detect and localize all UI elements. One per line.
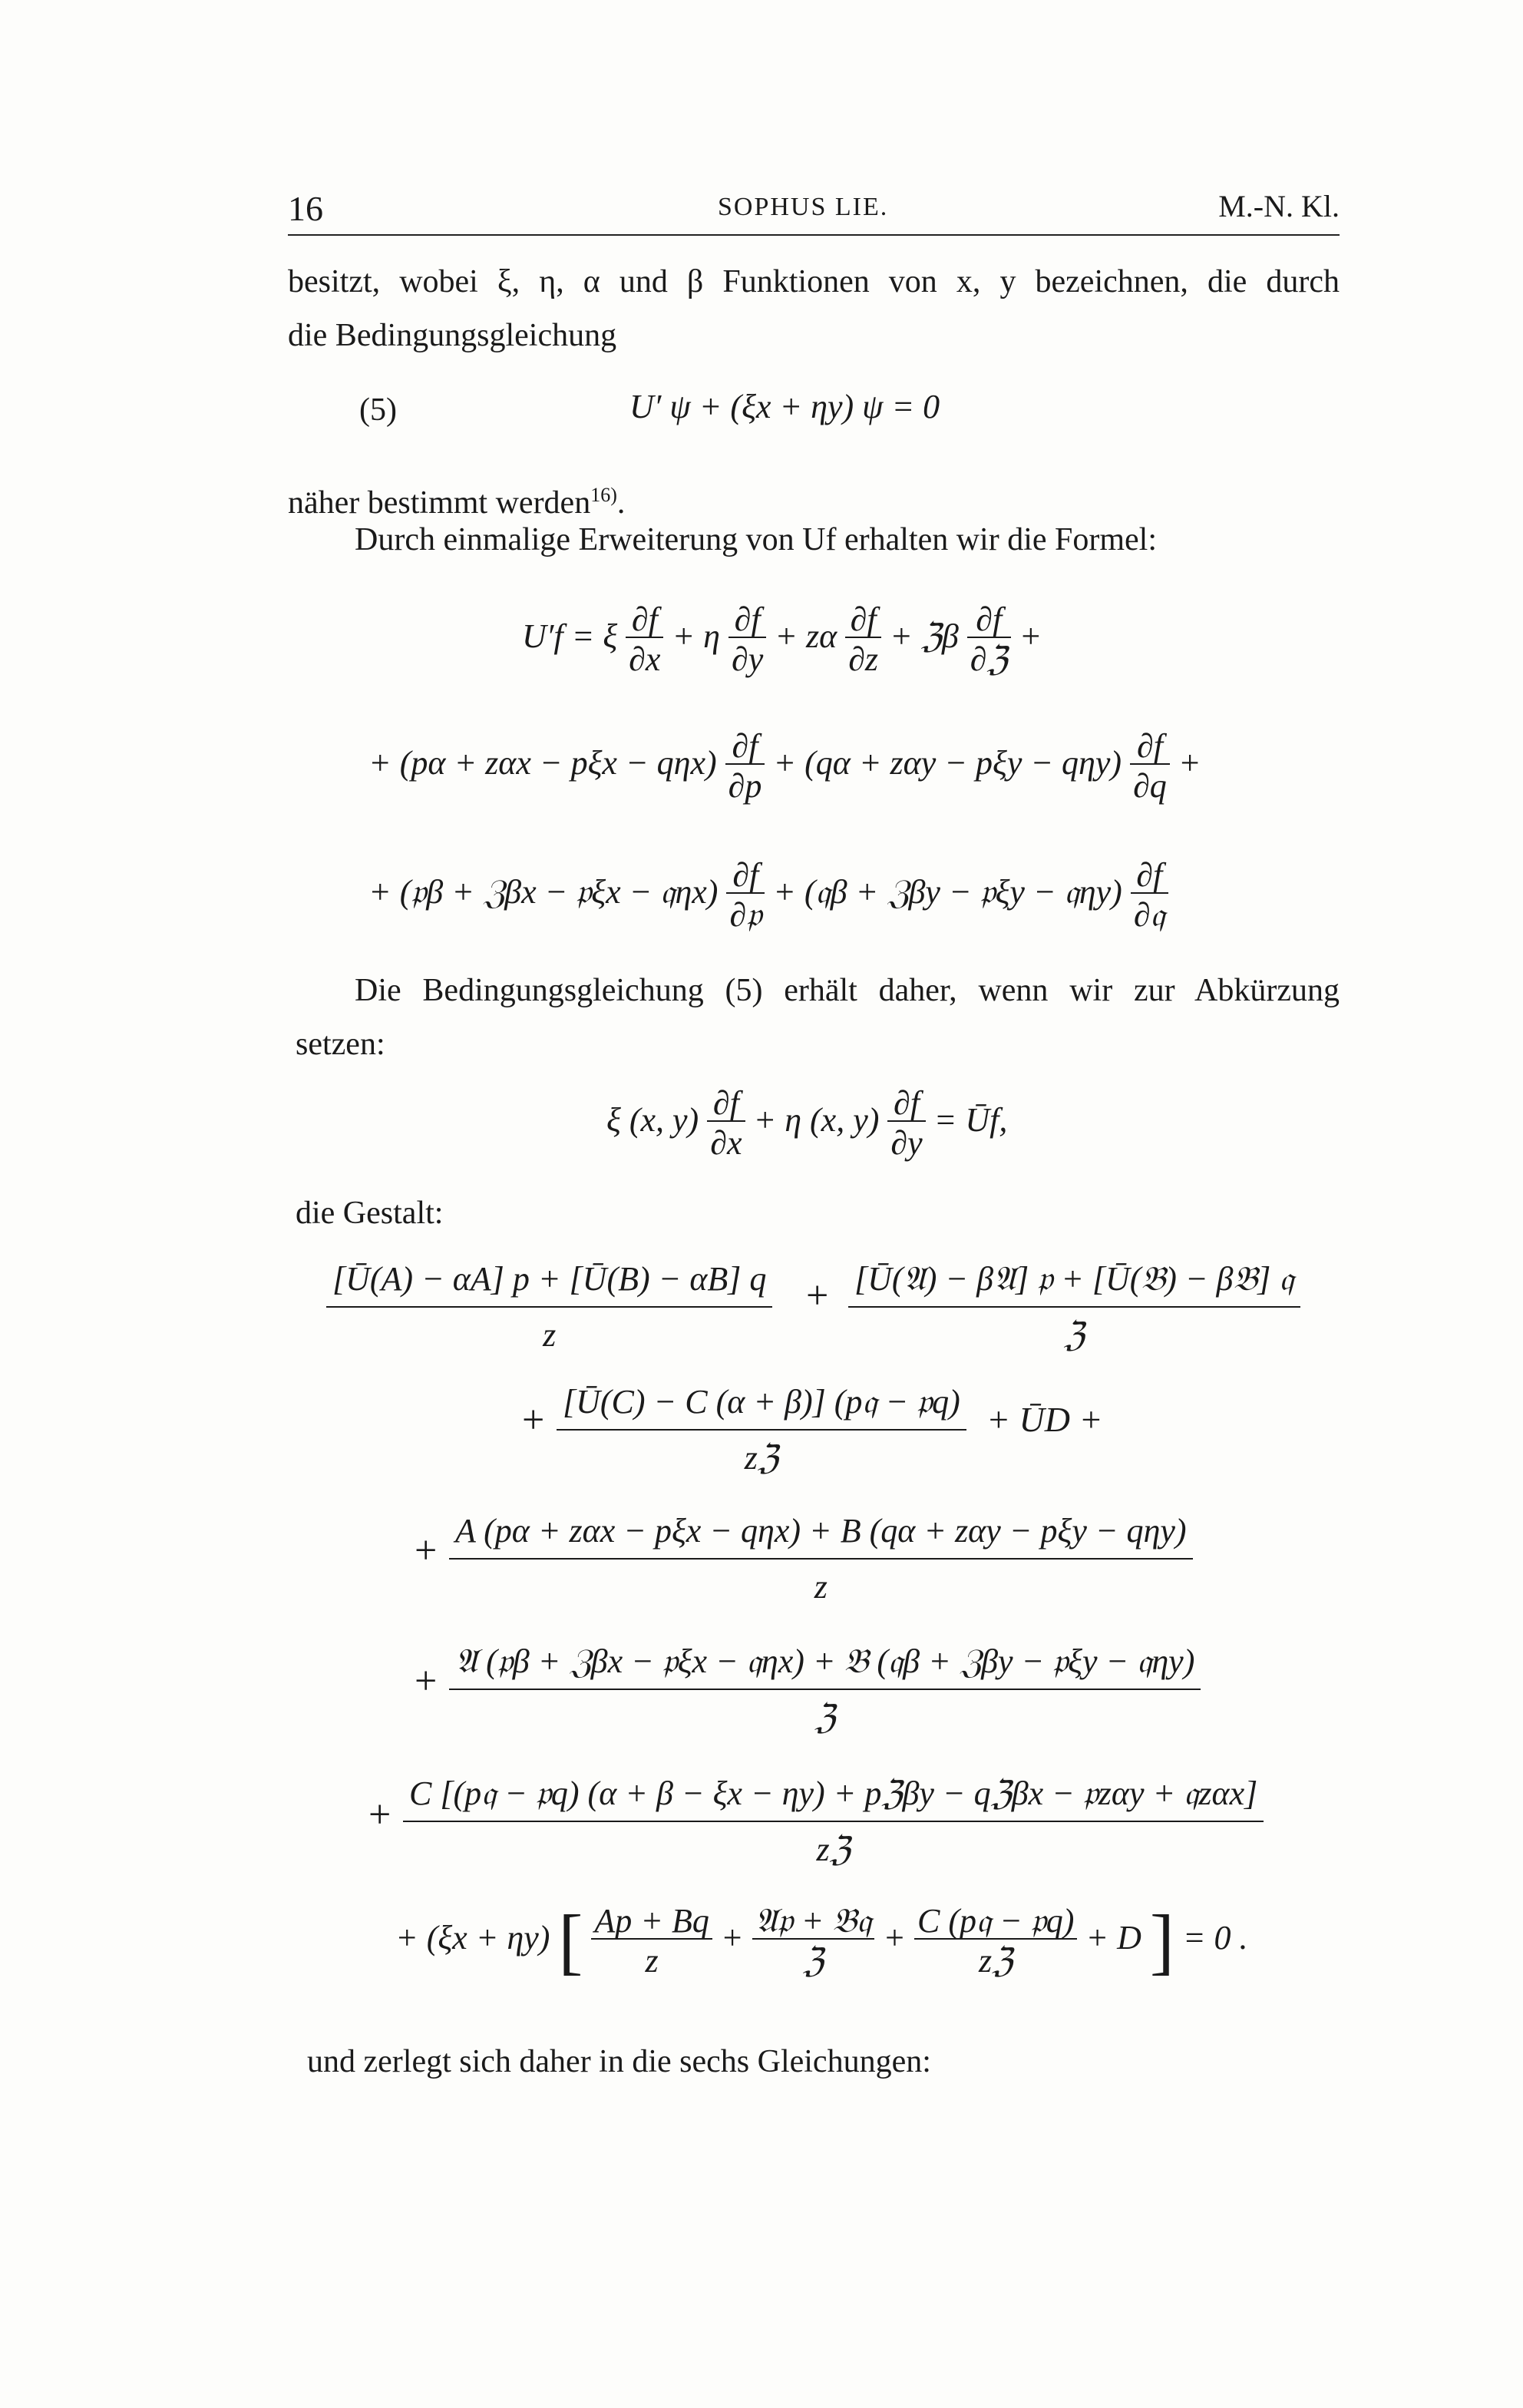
partial-fraction: $\frac{\partial f}{\partial y}$ <box>728 603 766 676</box>
formula-term: + η <box>672 617 720 656</box>
formula-term: + η (x, y) <box>753 1101 880 1140</box>
paragraph-line: die Bedingungsgleichung <box>288 318 617 353</box>
formula-term: ξ (x, y) <box>606 1101 699 1140</box>
partial-fraction: $\frac{\partial f}{\text{∂ℨ}}$ <box>967 603 1011 676</box>
formula-term: + (qα + zαy − pξy − qηy) <box>773 744 1122 782</box>
plus-sign: + <box>415 1529 438 1573</box>
running-title: SOPHUS LIE. <box>718 193 889 221</box>
formula-term: + (𝔭β + ℨβx − 𝔭ξx − 𝔮ηx) <box>368 873 719 911</box>
paragraph-line: setzen: <box>296 1027 385 1062</box>
formula-term: + (ξx + ηy) <box>395 1919 550 1957</box>
section-label: M.-N. Kl. <box>1218 189 1340 223</box>
formula-term: + ŪD + <box>986 1400 1103 1439</box>
formula-term: + (pα + zαx − pξx − qηx) <box>368 744 717 782</box>
condition-term-3: [Ū(C) − C (α + β)] (p𝔮 − 𝔭q) zℨ <box>557 1382 966 1477</box>
page-number: 16 <box>288 189 323 228</box>
partial-fraction: $\frac{\partial f}{\partial x}$ <box>707 1087 745 1160</box>
formula-term: = 0 . <box>1182 1919 1248 1957</box>
formula-term: + (𝔮β + ℨβy − 𝔭ξy − 𝔮ηy) <box>773 873 1122 911</box>
plus-sign: + <box>522 1398 545 1442</box>
equation-5: U′ ψ + (ξx + ηy) ψ = 0 <box>629 388 940 425</box>
partial-fraction: $\frac{\partial f}{\text{∂𝔮}}$ <box>1131 858 1168 932</box>
extension-formula-line-3 <box>368 858 1168 932</box>
footnote-reference: 16) <box>590 484 617 506</box>
text-run: . <box>616 485 626 521</box>
partial-fraction: $\frac{\partial f}{\text{∂𝔭}}$ <box>726 858 765 932</box>
condition-term-5: 𝔄 (𝔭β + ℨβx − 𝔭ξx − 𝔮ηx) + 𝔅 (𝔮β + ℨβy − 𝔭ξy − 𝔮ηy) ℨ <box>449 1642 1201 1737</box>
condition-term-7 <box>395 1900 1248 1982</box>
plus-sign: + <box>415 1659 438 1703</box>
fraction: $\frac{\text{𝔄𝔭 + 𝔅𝔮}}{\text{ℨ}}$ <box>752 1904 875 1978</box>
fraction: $\frac{\text{C (p𝔮 − 𝔭q)}}{\text{zℨ}}$ <box>914 1904 1077 1978</box>
equation-number: (5) <box>359 392 397 428</box>
partial-fraction: $\frac{\partial f}{\partial q}$ <box>1130 729 1170 803</box>
extension-formula-line-1 <box>522 600 1042 678</box>
paragraph-line: Die Bedingungsgleichung (5) erhält daher, wenn wir zur Abkürzung <box>355 973 1340 1008</box>
formula-term: U′f = ξ <box>522 617 618 656</box>
running-header <box>288 188 1340 236</box>
plus-sign: + <box>806 1274 829 1318</box>
condition-term-1: $\frac{[Ū(A) - \alpha A] p + [Ū(B) - \alpha B] q}{z}$ <box>326 1259 772 1354</box>
partial-fraction: $\frac{\partial f}{\partial z}$ <box>845 603 881 676</box>
plus-sign: + <box>720 1919 744 1957</box>
condition-term-6: C [(p𝔮 − 𝔭q) (α + β − ξx − ηy) + pℨβy − qℨβx − 𝔭zαy + 𝔮zαx] zℨ <box>403 1774 1264 1869</box>
condition-term-4: A (pα + zαx − pξx − qηx) + B (qα + zαy − pξy − qηy) z <box>449 1511 1193 1606</box>
extension-formula-line-2 <box>368 729 1201 803</box>
formula-term: + ℨβ <box>890 617 959 656</box>
plus-sign: + <box>883 1919 906 1957</box>
paragraph-line: und zerlegt sich daher in die sechs Gleichungen: <box>307 2044 931 2079</box>
paragraph-line: Durch einmalige Erweiterung von Uf erhalten wir die Formel: <box>355 522 1157 557</box>
condition-term-2: [Ū(𝔄) − β𝔄] 𝔭 + [Ū(𝔅) − β𝔅] 𝔮 ℨ <box>848 1259 1300 1354</box>
text-run: näher bestimmt werden <box>288 485 591 521</box>
formula-term: = Ūf, <box>933 1101 1008 1140</box>
formula-term: + <box>1019 617 1042 656</box>
ubar-definition <box>606 1084 1008 1162</box>
paragraph-line: die Gestalt: <box>296 1196 444 1231</box>
plus-sign: + <box>368 1793 391 1837</box>
right-bracket: ] <box>1149 1900 1174 1982</box>
paragraph-line: besitzt, wobei ξ, η, α und β Funktionen von x, y bezeichnen, die durch <box>288 264 1340 299</box>
partial-fraction: $\frac{\partial f}{\partial p}$ <box>725 729 765 803</box>
formula-term: + zα <box>775 617 837 656</box>
partial-fraction: $\frac{\partial f}{\partial x}$ <box>626 603 663 676</box>
partial-fraction: $\frac{\partial f}{\partial y}$ <box>887 1087 925 1160</box>
formula-term: + D <box>1085 1919 1141 1957</box>
fraction: $\frac{Ap + Bq}{z}$ <box>591 1904 712 1978</box>
formula-term: + <box>1178 744 1201 782</box>
left-bracket: [ <box>558 1900 583 1982</box>
